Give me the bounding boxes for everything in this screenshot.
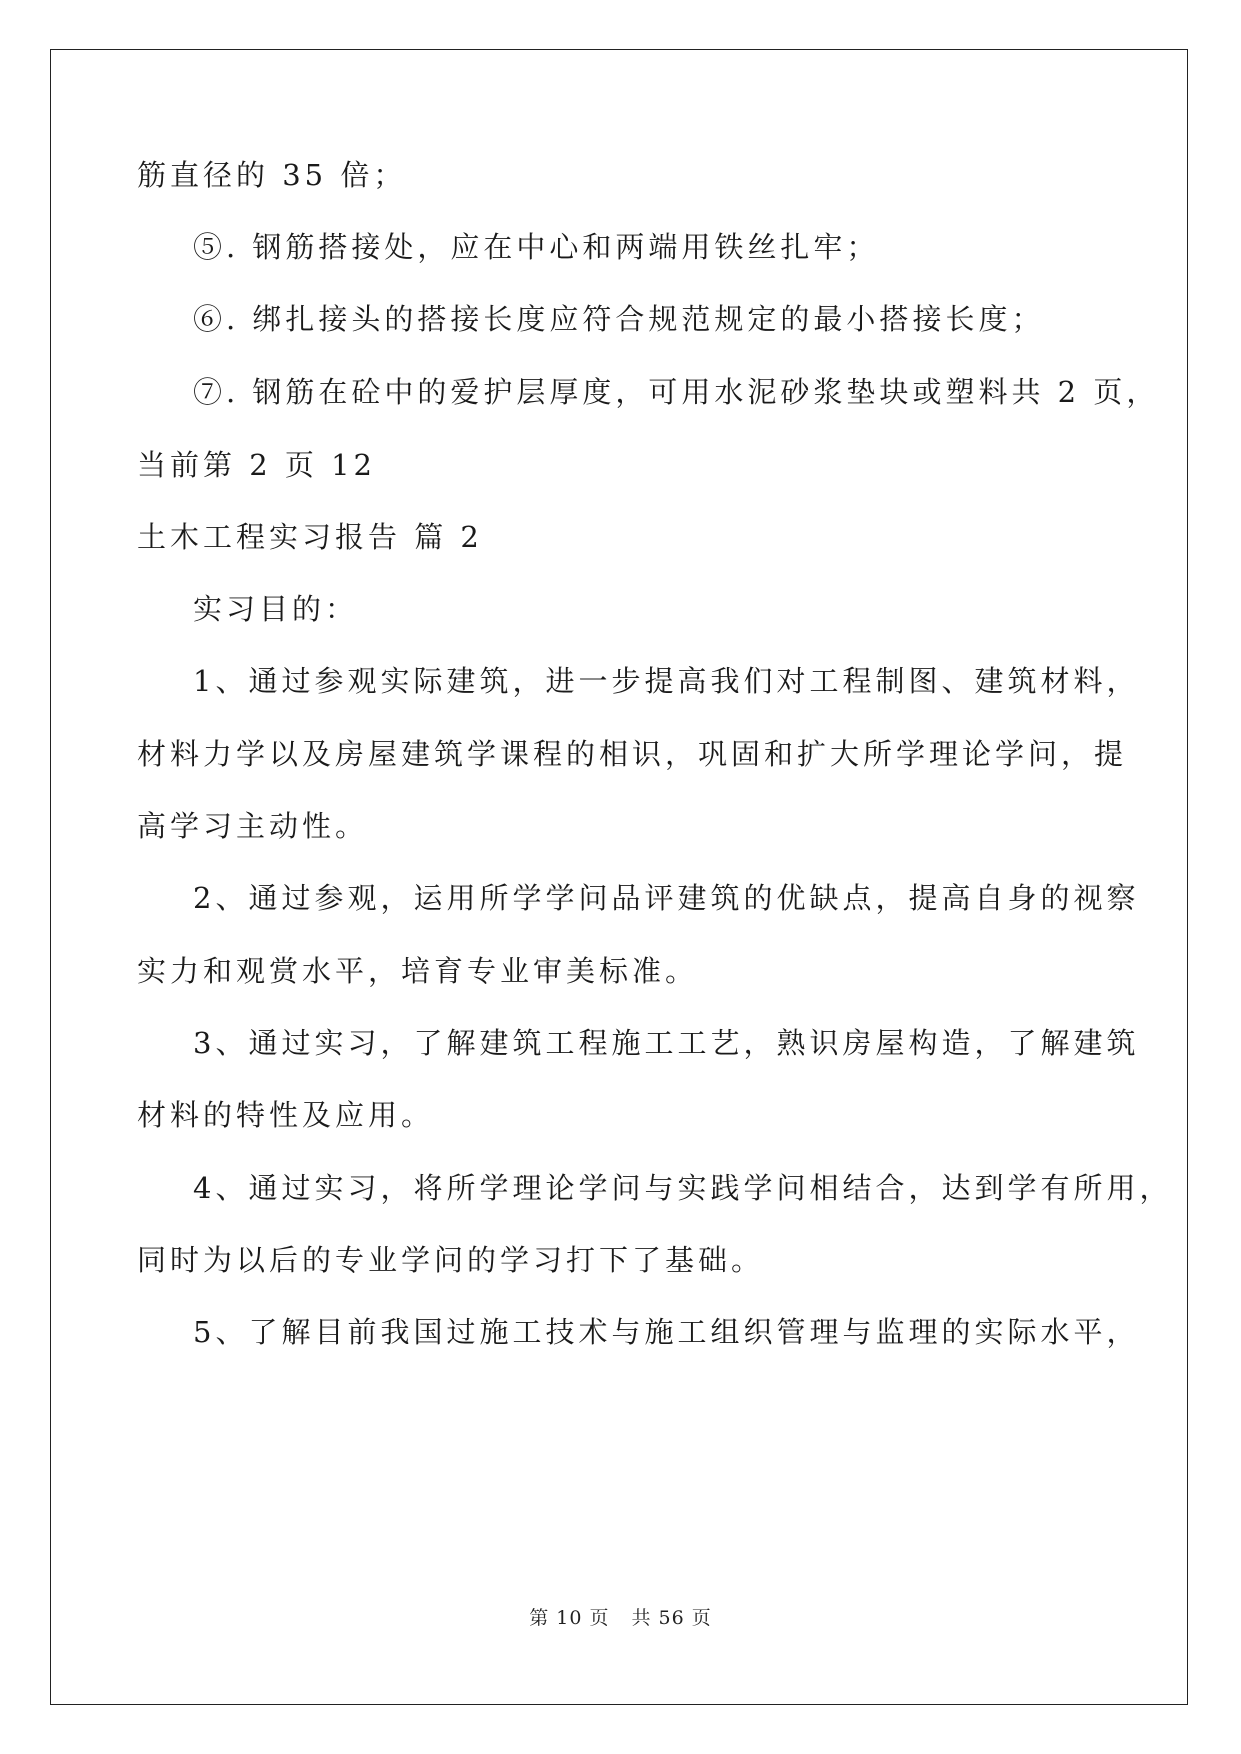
section-heading: 土木工程实习报告 篇 2 — [137, 520, 483, 554]
text-line: ⑥. 绑扎接头的搭接长度应符合规范规定的最小搭接长度； — [193, 302, 1045, 336]
text-line: 4、通过实习，将所学理论学问与实践学问相结合，达到学有所用， — [193, 1171, 1173, 1205]
text-line: 2、通过参观，运用所学学问品评建筑的优缺点，提高自身的视察 — [193, 881, 1140, 915]
current-page: 第 10 页 — [529, 1607, 610, 1629]
text-line: 当前第 2 页 12 — [137, 448, 377, 482]
text-line: 材料力学以及房屋建筑学课程的相识，巩固和扩大所学理论学问，提 — [137, 737, 1128, 771]
page-footer — [0, 1603, 1241, 1630]
text-line: 材料的特性及应用。 — [137, 1098, 435, 1132]
text-line: ⑤. 钢筋搭接处，应在中心和两端用铁丝扎牢； — [193, 230, 880, 264]
page-border — [50, 49, 1188, 1705]
text-line: 高学习主动性。 — [137, 809, 369, 843]
text-line: ⑦. 钢筋在砼中的爱护层厚度，可用水泥砂浆垫块或塑料共 2 页， — [193, 375, 1160, 409]
text-line: 5、了解目前我国过施工技术与施工组织管理与监理的实际水平， — [193, 1315, 1140, 1349]
text-line: 实力和观赏水平，培育专业审美标准。 — [137, 954, 699, 988]
text-line: 1、通过参观实际建筑，进一步提高我们对工程制图、建筑材料， — [193, 664, 1140, 698]
text-line: 筋直径的 35 倍； — [137, 158, 407, 192]
text-line: 3、通过实习，了解建筑工程施工工艺，熟识房屋构造，了解建筑 — [193, 1026, 1140, 1060]
total-pages: 共 56 页 — [631, 1607, 712, 1629]
text-line: 实习目的： — [193, 592, 359, 626]
text-line: 同时为以后的专业学问的学习打下了基础。 — [137, 1243, 765, 1277]
